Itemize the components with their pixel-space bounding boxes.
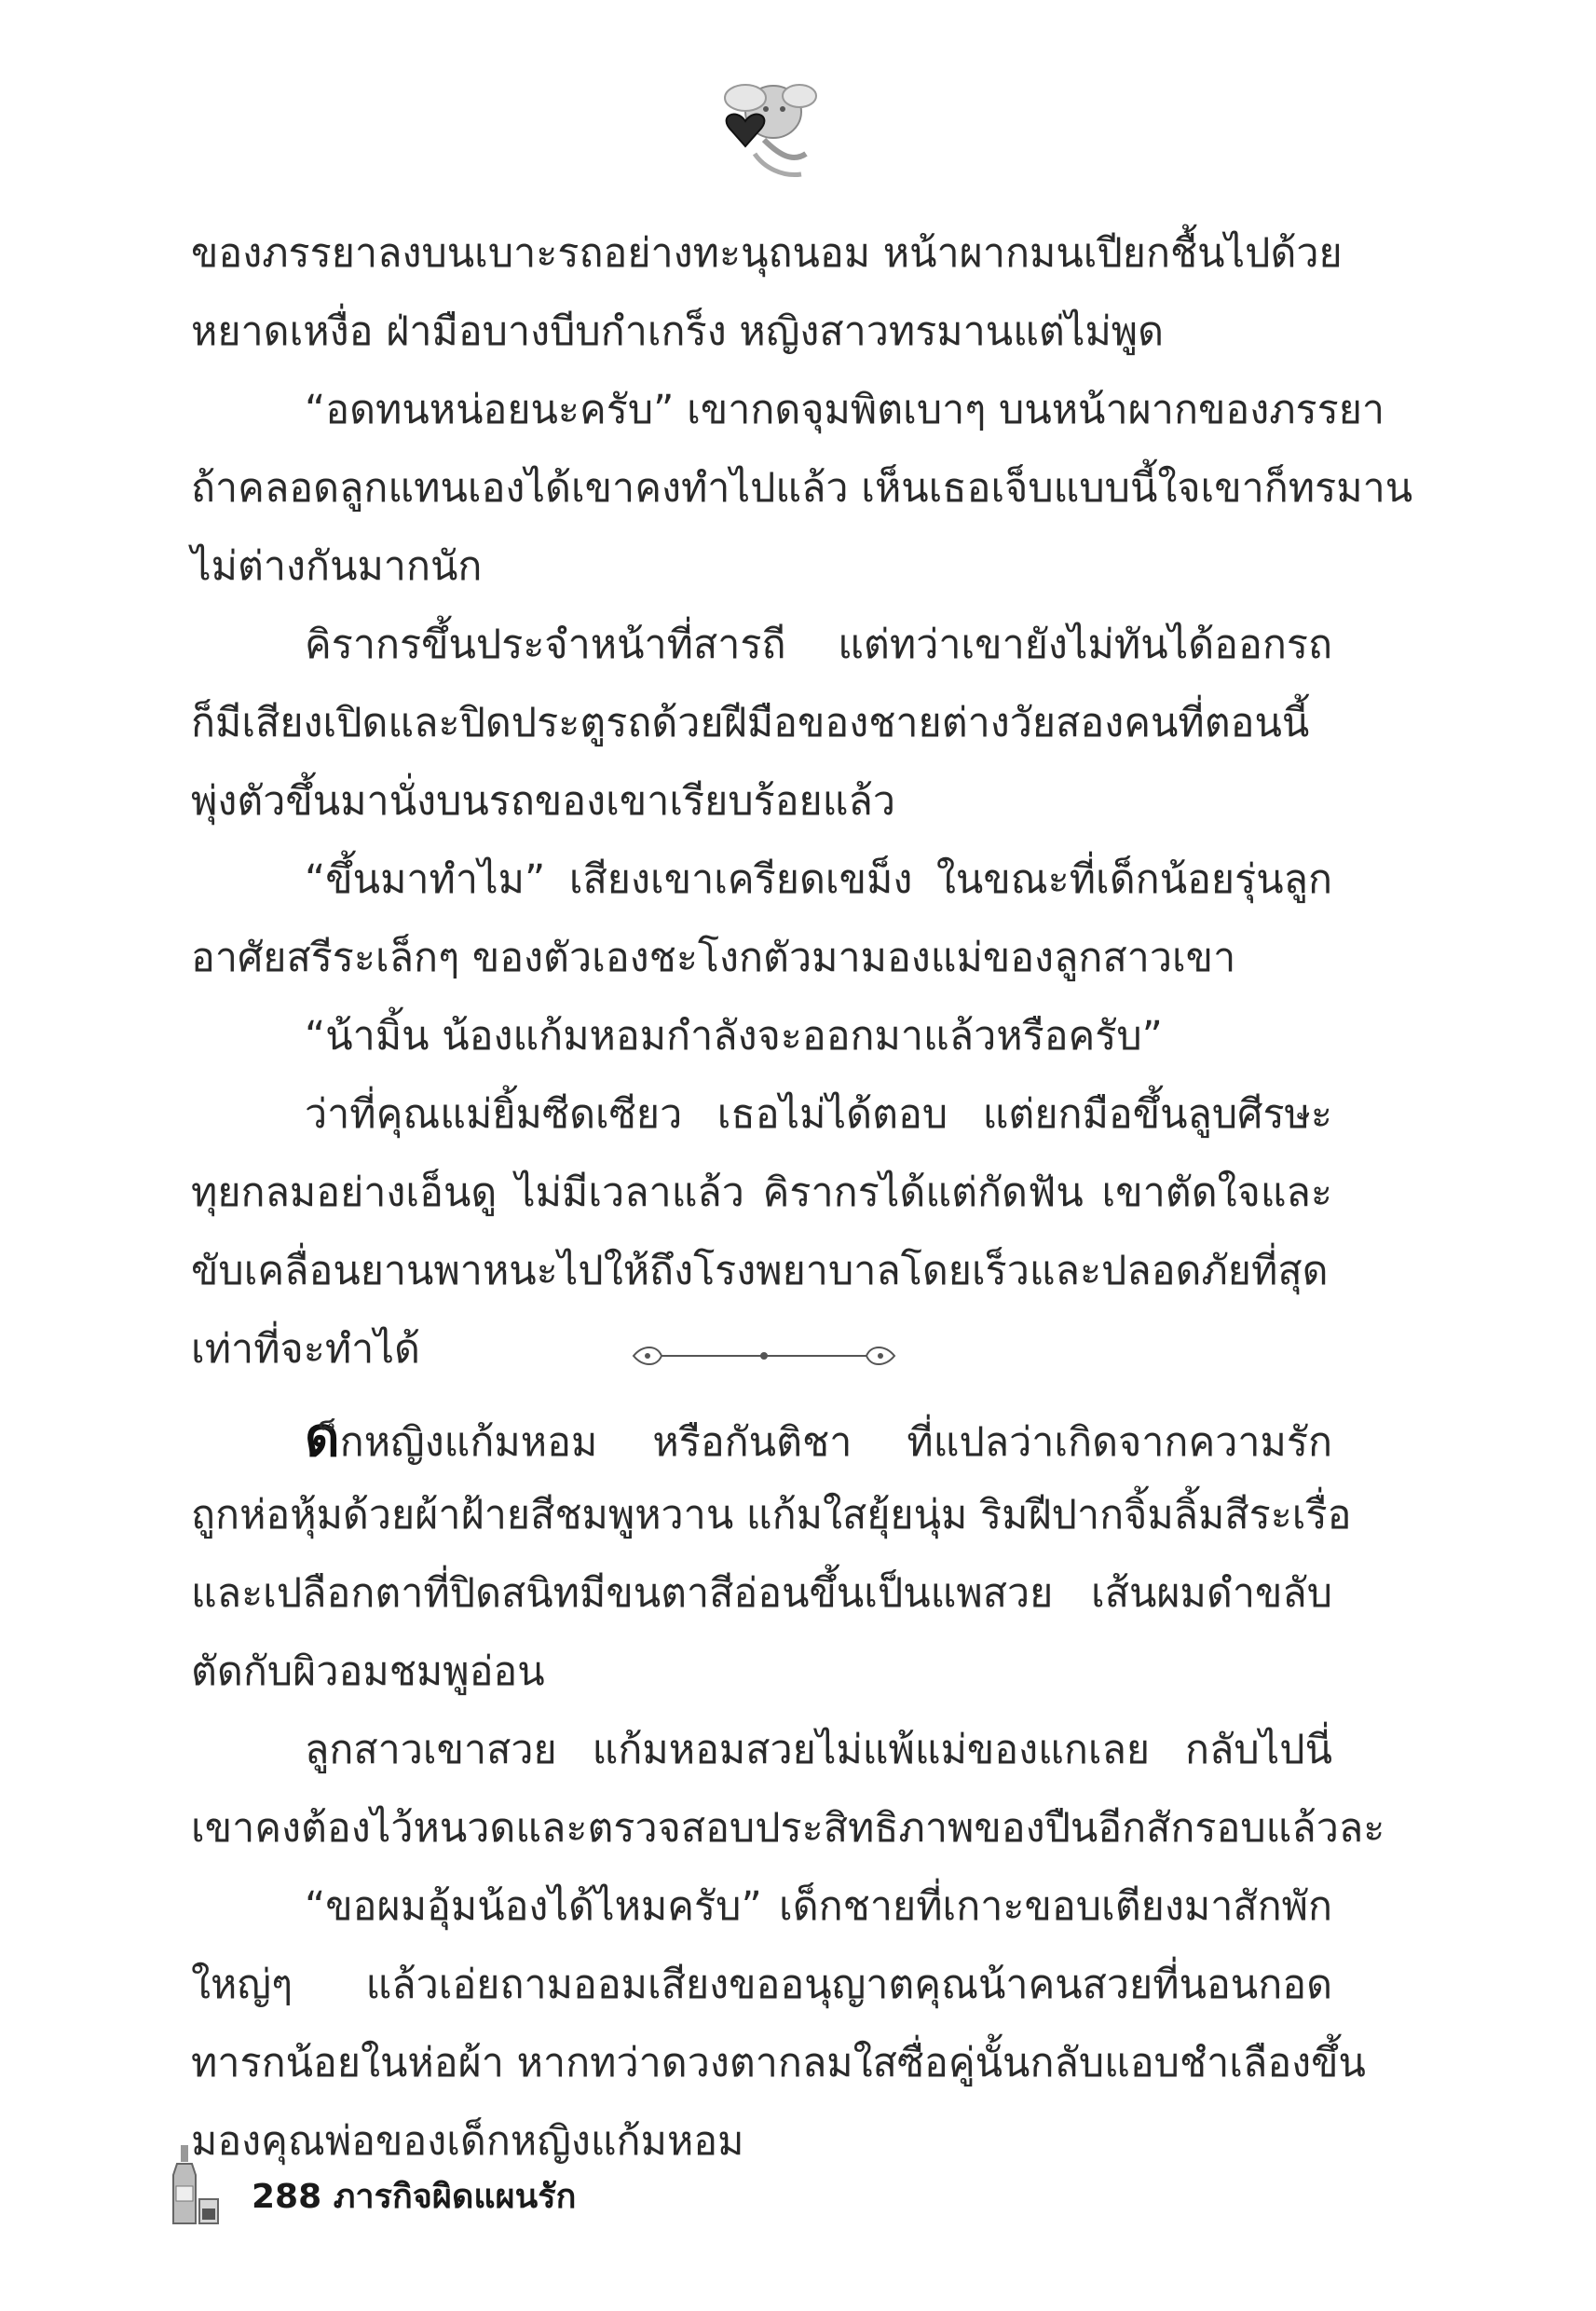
text-line: ก็มีเสียงเปิดและปิดประตูรถด้วยฝีมือของชายต่างวัยสองคนที่ตอนนี้ — [191, 700, 1310, 746]
text-line: อาศัยสรีระเล็กๆ ของตัวเองชะโงกตัวมามองแม่ของลูกสาวเขา — [191, 935, 1236, 981]
text-line: เท่าที่จะทำได้ — [191, 1326, 420, 1373]
chapter-body-top — [191, 214, 1413, 1388]
drop-cap: ด — [305, 1405, 340, 1469]
text-line: ทารกน้อยในห่อผ้า หากทว่าดวงตากลมใสซื่อคู่นั้นกลับแอบชำเลืองขึ้น — [191, 2040, 1366, 2086]
text-line: “ขอผมอุ้มน้องได้ไหมครับ” เด็กชายที่เกาะขอบเตียงมาสักพัก — [305, 1883, 1332, 1930]
text-line: ทุยกลมอย่างเอ็นดู ไม่มีเวลาแล้ว คิรากรได้แต่กัดฟัน เขาตัดใจและ — [191, 1169, 1332, 1216]
text-line: ถ้าคลอดลูกแทนเองได้เขาคงทำไปแล้ว เห็นเธอเจ็บแบบนี้ใจเขาก็ทรมาน — [191, 465, 1413, 512]
book-title: ภารกิจผิดแผนรัก — [333, 2178, 577, 2216]
text-line — [191, 1398, 1332, 1476]
text-line: ใหญ่ๆ แล้วเอ่ยถามออมเสียงขออนุญาตคุณน้าคนสวยที่นอนกอด — [191, 1962, 1332, 2008]
text-line: ตัดกับผิวอมชมพูอ่อน — [191, 1648, 545, 1695]
text-line: ถูกห่อหุ้มด้วยผ้าฝ้ายสีชมพูหวาน แก้มใสยุ้ยนุ่ม ริมฝีปากจิ้มลิ้มสีระเรื่อ — [191, 1492, 1352, 1538]
page-number: 288 — [252, 2178, 322, 2216]
bottle-glass-icon — [168, 2143, 224, 2227]
text-line: และเปลือกตาที่ปิดสนิทมีขนตาสีอ่อนขึ้นเป็นแพสวย เส้นผมดำขลับ — [191, 1570, 1332, 1617]
text-line: ว่าที่คุณแม่ยิ้มซีดเซียว เธอไม่ได้ตอบ แต่ยกมือขึ้นลูบศีรษะ — [305, 1091, 1332, 1138]
text-line: มองคุณพ่อของเด็กหญิงแก้มหอม — [191, 2118, 744, 2165]
footer-label — [252, 2169, 576, 2222]
cupid-heart-icon — [699, 61, 829, 191]
text-line: คิรากรขึ้นประจำหน้าที่สารถี แต่ทว่าเขายังไม่ทันได้ออกรถ — [305, 622, 1332, 668]
text-line: ของภรรยาลงบนเบาะรถอย่างทะนุถนอม หน้าผากมนเปียกชื้นไปด้วย — [191, 230, 1343, 277]
text-line: ลูกสาวเขาสวย แก้มหอมสวยไม่แพ้แม่ของแกเลย กลับไปนี่ — [305, 1727, 1332, 1773]
text-line: เขาคงต้องไว้หนวดและตรวจสอบประสิทธิภาพของปืนอีกสักรอบแล้วละ — [191, 1805, 1385, 1852]
text-span: ็กหญิงแก้มหอม หรือกันติชา ที่แปลว่าเกิดจากความรัก — [339, 1419, 1332, 1466]
text-line: พุ่งตัวขึ้นมานั่งบนรถของเขาเรียบร้อยแล้ว — [191, 778, 895, 825]
page-footer — [168, 2143, 820, 2227]
text-line: ไม่ต่างกันมากนัก — [191, 543, 483, 590]
text-line: “น้ามิ้น น้องแก้มหอมกำลังจะออกมาแล้วหรือครับ” — [305, 1013, 1163, 1060]
chapter-body-section-2 — [191, 1398, 1385, 2181]
text-line: “ขึ้นมาทำไม” เสียงเขาเครียดเขม็ง ในขณะที่เด็กน้อยรุ่นลูก — [305, 856, 1332, 903]
section-divider-ornament — [624, 1337, 904, 1374]
text-line: “อดทนหน่อยนะครับ” เขากดจุมพิตเบาๆ บนหน้าผากของภรรยา — [305, 387, 1385, 433]
text-line: หยาดเหงื่อ ฝ่ามือบางบีบกำเกร็ง หญิงสาวทรมานแต่ไม่พูด — [191, 308, 1165, 355]
text-line: ขับเคลื่อนยานพาหนะไปให้ถึงโรงพยาบาลโดยเร็วและปลอดภัยที่สุด — [191, 1248, 1329, 1294]
